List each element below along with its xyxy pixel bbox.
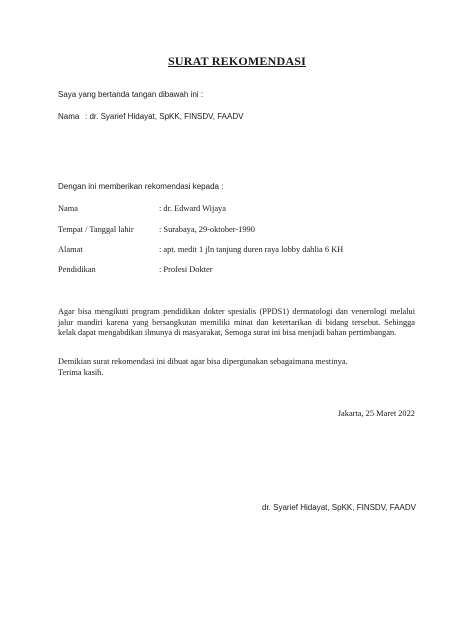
field-label-name: Nama xyxy=(58,204,78,213)
field-label-education: Pendidikan xyxy=(58,265,96,274)
closing-line-2: Terima kasih. xyxy=(58,368,104,377)
signer-name-value: : dr. Syarief Hidayat, SpKK, FINSDV, FAADV xyxy=(85,112,244,121)
intro-line: Saya yang bertanda tangan dibawah ini : xyxy=(58,90,203,99)
signature-name: dr. Syarief Hidayat, SpKK, FINSDV, FAADV xyxy=(262,503,416,512)
body-paragraph xyxy=(58,307,415,339)
field-label-address: Alamat xyxy=(58,245,83,254)
field-value-education: : Profesi Dokter xyxy=(159,265,213,274)
signer-name-label: Nama xyxy=(58,112,80,121)
letter-title: SURAT REKOMENDASI xyxy=(168,54,306,68)
field-value-address: : apt. medit 1 jln tanjung duren raya lobby dahlia 6 KH xyxy=(159,245,344,254)
body-text: Agar bisa mengikuti program pendidikan dokter spesialis (PPDS1) dermatologi dan venerologi melalui jalur mandiri karena yang bersangkutan memiliki minat dan ketertarikan di bidang tersebut. Sehingga kelak dapat mengabdikan ilmunya di masyarakat, Semoga surat ini bisa menjadi bahan pertimbangan. xyxy=(58,307,415,338)
recommend-line: Dengan ini memberikan rekomendasi kepada : xyxy=(58,182,224,191)
place-date: Jakarta, 25 Maret 2022 xyxy=(337,409,415,418)
field-label-birth: Tempat / Tanggal lahir xyxy=(58,225,134,234)
field-value-birth: : Surabaya, 29-oktober-1990 xyxy=(159,225,255,234)
field-value-name: : dr. Edward Wijaya xyxy=(159,204,226,213)
closing-line-1: Demikian surat rekomendasi ini dibuat agar bisa dipergunakan sebagaimana mestinya. xyxy=(58,357,348,366)
